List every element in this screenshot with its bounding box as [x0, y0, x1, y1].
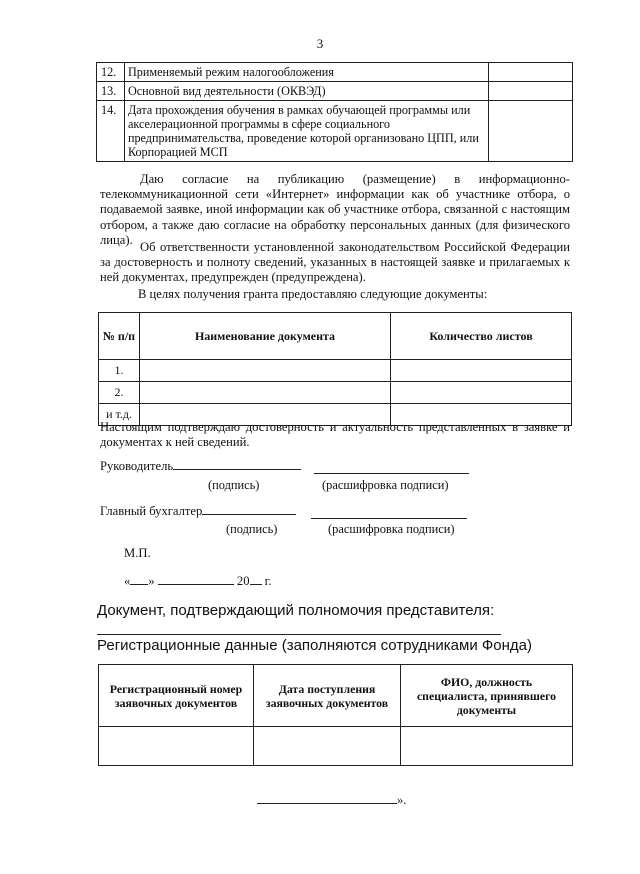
sign-caption: (подпись) [208, 478, 260, 492]
confirm-paragraph: Настоящим подтверждаю достоверность и актуальность представленных в заявке и документах к ней сведений. [100, 420, 570, 450]
director-sign-field[interactable] [173, 469, 301, 470]
director-decode-field[interactable] [314, 459, 469, 474]
decode-caption: (расшифровка подписи) [328, 522, 455, 536]
registration-table [98, 664, 573, 766]
row-label: Применяемый режим налогообложения [124, 63, 488, 82]
responsibility-paragraph: Об ответственности установленной законодательством Российской Федерации за достоверность и полноту сведений, указанных в настоящей заявке и прилагаемых к ней документах, предупрежден (предупреждена). [100, 240, 570, 285]
director-signature-line [100, 459, 301, 474]
date-suffix: г. [264, 574, 272, 588]
header-num: № п/п [99, 313, 140, 360]
representative-doc-field[interactable] [97, 616, 501, 635]
row-number: 14. [97, 101, 125, 162]
row-number: и т.д. [99, 404, 140, 426]
closing-mark: ». [397, 793, 407, 807]
row-pages [391, 382, 572, 404]
accountant-sign-field[interactable] [202, 514, 296, 515]
row-number: 13. [97, 82, 125, 101]
header-pages: Количество листов [391, 313, 572, 360]
receipt-date-cell [254, 727, 401, 766]
closing-field[interactable] [257, 803, 397, 804]
date-line [124, 574, 272, 589]
row-value [488, 82, 572, 101]
accountant-label: Главный бухгалтер [100, 504, 203, 518]
director-label: Руководитель [100, 459, 174, 473]
table-row [99, 360, 572, 382]
decode-caption: (расшифровка подписи) [322, 478, 449, 492]
table-header-row [99, 313, 572, 360]
specialist-cell [401, 727, 573, 766]
table-row [99, 727, 573, 766]
table-row [97, 82, 573, 101]
representative-doc-label: Документ, подтверждающий полномочия представителя: [97, 602, 495, 619]
registration-title: Регистрационные данные (заполняются сотрудниками Фонда) [97, 637, 532, 654]
row-document [140, 360, 391, 382]
page-number: 3 [316, 36, 324, 51]
header-name: Наименование документа [140, 313, 391, 360]
row-label: Основной вид деятельности (ОКВЭД) [124, 82, 488, 101]
sign-caption: (подпись) [226, 522, 278, 536]
documents-intro: В целях получения гранта предоставляю следующие документы: [138, 287, 488, 301]
reg-number-cell [99, 727, 254, 766]
table-row [97, 101, 573, 162]
row-value [488, 101, 572, 162]
stamp-mark: М.П. [124, 546, 151, 560]
row-pages [391, 360, 572, 382]
date-day-field[interactable] [130, 584, 148, 585]
row-number: 1. [99, 360, 140, 382]
table-header-row [99, 665, 573, 727]
accountant-signature-line [100, 504, 296, 519]
accountant-decode-field[interactable] [311, 504, 467, 519]
consent-paragraph: Даю согласие на публикацию (размещение) в информационно-телекоммуникационной сети «Интернет» информации как об участнике отбора, о подаваемой заявке, иной информации как об участнике отбора, связанной с настоящим отбором, а также даю согласие на обработку персональных данных (для физического лица). [100, 172, 570, 247]
header-specialist: ФИО, должность специалиста, принявшего документы [401, 665, 573, 727]
date-year-field[interactable] [250, 584, 262, 585]
table-row [99, 382, 572, 404]
header-reg-number: Регистрационный номер заявочных документов [99, 665, 254, 727]
row-number: 2. [99, 382, 140, 404]
date-close-quote: » [148, 574, 155, 588]
row-value [488, 63, 572, 82]
row-number: 12. [97, 63, 125, 82]
documents-table [98, 312, 572, 426]
applicant-info-table [96, 62, 573, 162]
closing-line [257, 793, 406, 808]
header-receipt-date: Дата поступления заявочных документов [254, 665, 401, 727]
table-row [97, 63, 573, 82]
date-open-quote: « [124, 574, 131, 588]
row-document [140, 382, 391, 404]
row-label: Дата прохождения обучения в рамках обучающей программы или акселерационной программы в сфере социального предпринимательства, проведение которой организовано ЦПП, или Корпорацией МСП [124, 101, 488, 162]
date-month-field[interactable] [158, 584, 234, 585]
date-year-prefix: 20 [236, 574, 250, 588]
